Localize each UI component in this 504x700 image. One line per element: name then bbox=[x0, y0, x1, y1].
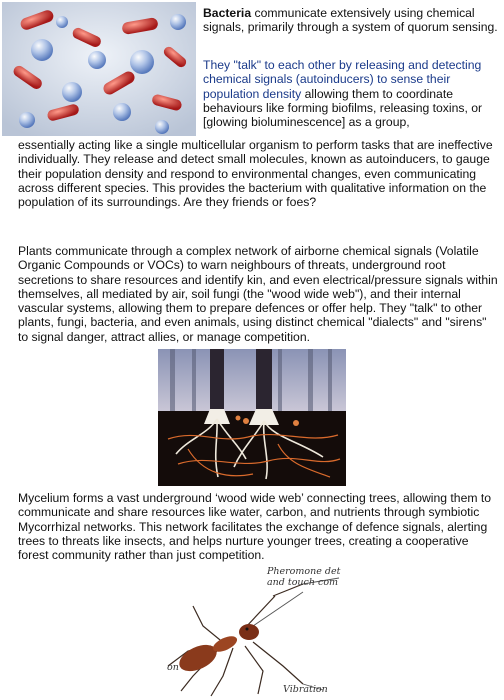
bacteria-heading: Bacteria bbox=[203, 6, 252, 20]
plants-paragraph: Plants communicate through a complex network of airborne chemical signals (Volatile Organic Compounds or VOCs) to warn neighbours of threats, underground root secretions to share resources and identify kin, and even electrical/pressure signals within themselves, all mediated by air, soil fungi (the "wood wide web"), and their internal vascular systems, allowing them to prepare defences or offer help. They "talk" to other plants, fungi, bacteria, and even animals, using distinct chemical "dialects" and "sirens" to signal danger, attract allies, or manage competition. bbox=[18, 244, 498, 344]
pheromone-label-line2: and touch com bbox=[267, 577, 339, 588]
forest-roots-image bbox=[158, 349, 346, 486]
mycelium-paragraph: Mycelium forms a vast underground ‘wood wide web’ connecting trees, allowing them to communicate and share resources like water, carbon, and nutrients through symbiotic Mycorrhizal networks. This network facilitates the exchange of defence signals, alerting trees to threats like insects, and helps nurture younger trees, creating a cooperative forest community rather than just competition. bbox=[18, 491, 492, 563]
bacteria-intro-text: communicate extensively using chemical signals, primarily through a system of quorum sensing. bbox=[203, 6, 498, 35]
bacteria-continued: essentially acting like a single multicellular organism to perform tasks that are ineffective individually. They release and detect small molecules, known as autoinducers, to gauge their population density and respond to environmental changes, even communicating across different species. This provides the bacterium with qualitative information on the population of its surroundings. Are they friends or foes? bbox=[18, 138, 493, 210]
left-label: on bbox=[167, 662, 179, 673]
bacteria-detail bbox=[203, 58, 499, 129]
bacteria-image bbox=[2, 2, 196, 136]
ant-image bbox=[163, 566, 343, 699]
pheromone-label bbox=[267, 566, 340, 588]
bacteria-intro bbox=[203, 6, 499, 35]
pheromone-label-line1: Pheromone det bbox=[267, 566, 341, 577]
vibration-label: Vibration bbox=[283, 684, 328, 695]
bacteria-black-text: allowing them to coordinate behaviours like forming biofilms, releasing toxins, or [glowing bioluminescence] as a group, bbox=[203, 86, 483, 130]
bacteria-blue-text: They "talk" to each other by releasing and detecting chemical signals (autoinducers) to sense their population density bbox=[203, 58, 482, 101]
